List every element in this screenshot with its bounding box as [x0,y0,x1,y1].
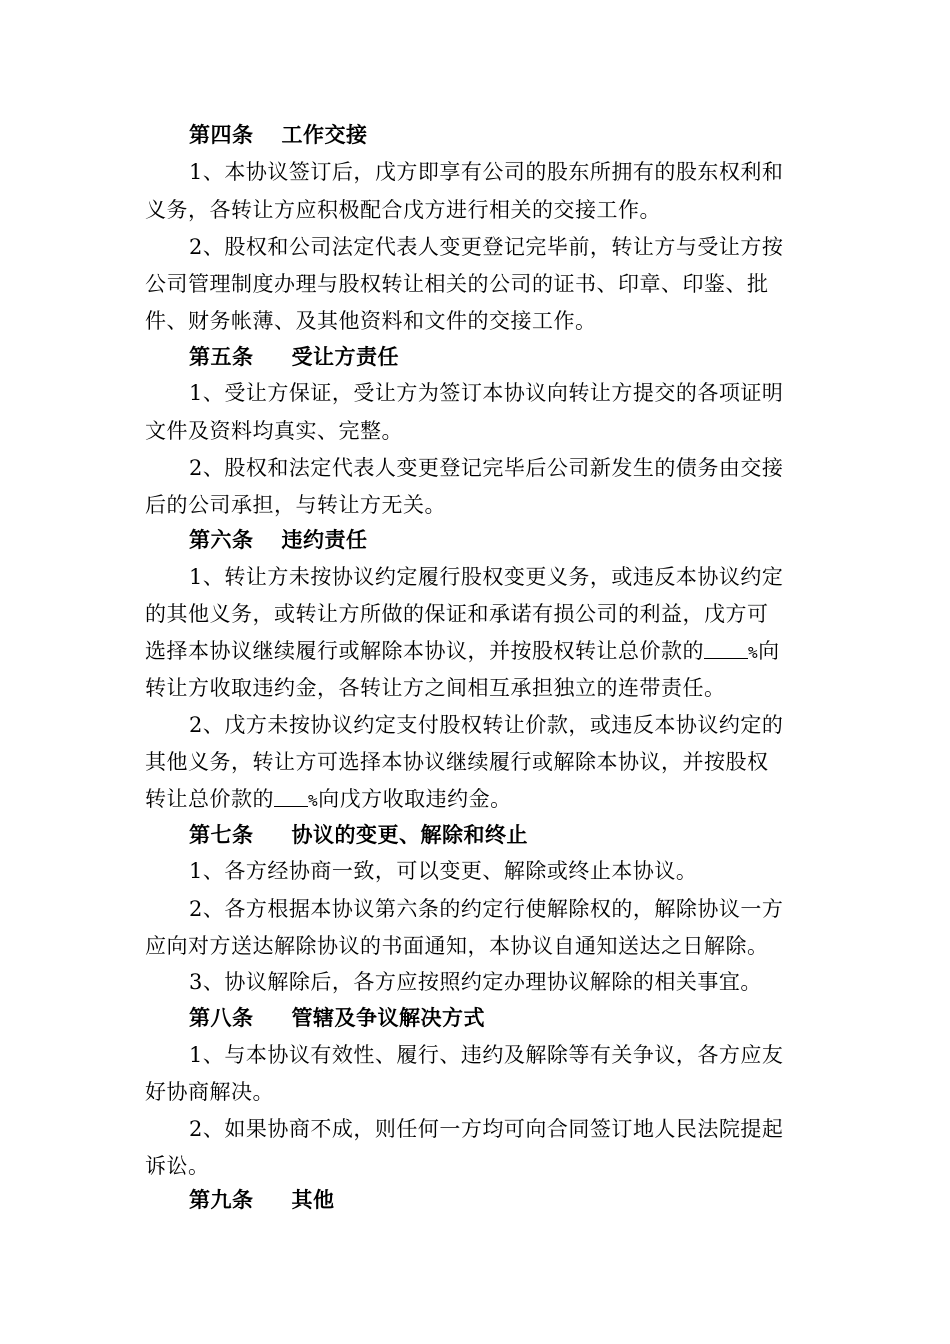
article-6-para-2-line-3-text: 转让总价款的 [145,787,274,811]
article-7-heading [189,820,815,850]
article-4-para-2-line-3: 件、财务帐薄、及其他资料和文件的交接工作。 [145,309,597,333]
article-9-heading [189,1185,815,1215]
article-6-para-1-line-3-text: 选择本协议继续履行或解除本协议，并按股权转让总价款的 [145,639,704,663]
article-4-para-2-line-2: 公司管理制度办理与股权转让相关的公司的证书、印章、印鉴、批 [145,272,769,296]
article-4-para-2-line-1: 2、股权和公司法定代表人变更登记完毕前，转让方与受让方按 [189,235,784,259]
article-5-number: 第五条 [189,344,254,369]
percent-sign-2: % [308,791,319,810]
article-6-para-1-line-1: 1、转让方未按协议约定履行股权变更义务，或违反本协议约定 [189,565,784,589]
article-4-title: 工作交接 [281,122,368,147]
article-7-para-3-line-1: 3、协议解除后，各方应按照约定办理协议解除的相关事宜。 [189,970,762,994]
article-6-para-2-line-2: 其他义务，转让方可选择本协议继续履行或解除本协议，并按股权 [145,750,769,774]
article-6-number: 第六条 [189,527,254,552]
article-8-para-1-line-2: 好协商解决。 [145,1080,274,1104]
article-7-para-2-line-2: 应向对方送达解除协议的书面通知，本协议自通知送达之日解除。 [145,934,769,958]
article-4-heading [189,120,815,150]
article-5-title: 受让方责任 [291,344,399,369]
article-8-para-2-line-2: 诉讼。 [145,1154,210,1178]
article-7-para-1-line-1: 1、各方经协商一致，可以变更、解除或终止本协议。 [189,859,698,883]
article-5-para-1-line-2: 文件及资料均真实、完整。 [145,419,403,443]
article-6-para-2-line-1: 2、戊方未按协议约定支付股权转让价款，或违反本协议约定的 [189,713,784,737]
article-7-para-2-line-1: 2、各方根据本协议第六条的约定行使解除权的，解除协议一方 [189,897,784,921]
article-6-title: 违约责任 [281,527,368,552]
article-7-number: 第七条 [189,822,254,847]
article-8-para-2-line-1: 2、如果协商不成，则任何一方均可向合同签订地人民法院提起 [189,1117,784,1141]
article-4-para-1-line-2: 义务，各转让方应积极配合戊方进行相关的交接工作。 [145,198,661,222]
article-5-para-2-line-1: 2、股权和法定代表人变更登记完毕后公司新发生的债务由交接 [189,456,784,480]
article-5-para-1-line-1: 1、受让方保证，受让方为签订本协议向转让方提交的各项证明 [189,381,784,405]
article-4-para-1-line-1: 1、本协议签订后，戊方即享有公司的股东所拥有的股东权利和 [189,160,784,184]
article-6-heading [189,525,815,555]
article-8-para-1-line-1: 1、与本协议有效性、履行、违约及解除等有关争议，各方应友 [189,1043,784,1067]
article-8-title: 管辖及争议解决方式 [291,1005,485,1030]
article-9-title: 其他 [291,1187,335,1212]
article-5-heading [189,342,815,372]
article-6-para-1-line-2: 的其他义务，或转让方所做的保证和承诺有损公司的利益，戊方可 [145,602,769,626]
article-7-title: 协议的变更、解除和终止 [291,822,528,847]
article-6-para-2-line-3 [145,784,815,814]
percent-sign-1: % [748,643,759,662]
after-blank-text-1: 向 [758,639,780,663]
article-9-number: 第九条 [189,1187,254,1212]
penalty-rate-blank-1 [704,638,748,659]
article-8-heading [189,1003,815,1033]
article-6-para-1-line-3 [145,636,815,666]
article-5-para-2-line-2: 后的公司承担，与转让方无关。 [145,493,446,517]
article-8-number: 第八条 [189,1005,254,1030]
article-4-number: 第四条 [189,122,254,147]
after-blank-text-2: 向戊方收取违约金。 [318,787,512,811]
article-6-para-1-line-4: 转让方收取违约金，各转让方之间相互承担独立的连带责任。 [145,676,726,700]
penalty-rate-blank-2 [274,786,308,807]
